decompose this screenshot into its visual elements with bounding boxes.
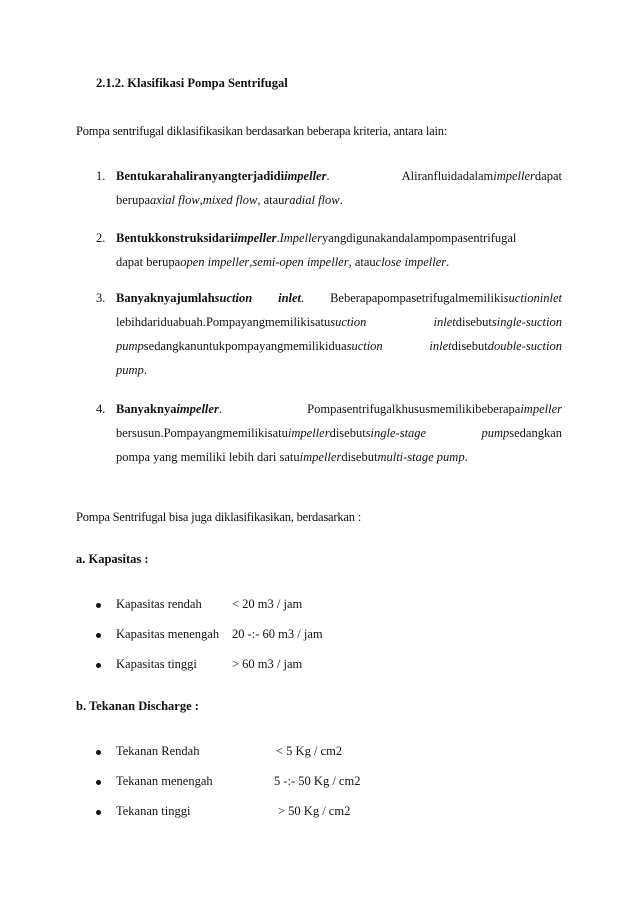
text-run: beberapa — [475, 402, 521, 416]
text-run: fluida — [433, 169, 463, 183]
text-run: Pompa — [163, 426, 199, 440]
text-run: semi-open impeller — [252, 255, 349, 269]
text-run: Banyaknya — [116, 291, 177, 305]
text-run: pompa — [428, 231, 463, 245]
text-run: arah — [154, 169, 180, 183]
text-run: yang — [240, 315, 265, 329]
list-item — [96, 744, 436, 762]
text-run: berupa — [116, 193, 151, 207]
text-run: . — [339, 193, 343, 207]
text-run: impeller — [520, 402, 562, 416]
text-run: bersusun. — [116, 426, 164, 440]
text-run: dari — [141, 315, 161, 329]
text-line — [116, 188, 562, 212]
text-run: Bentuk — [116, 169, 155, 183]
text-run: impeller — [284, 169, 327, 183]
text-run: Banyaknya — [116, 402, 177, 416]
text-run: sedangkan — [143, 339, 197, 353]
bullet-icon — [96, 663, 101, 668]
text-run: setrifugal — [411, 291, 459, 305]
item-body — [116, 164, 562, 212]
text-run: inlet — [539, 291, 562, 305]
text-run: dalam — [462, 169, 494, 183]
text-run: suction inlet — [214, 291, 302, 305]
text-run: sedangkan — [509, 426, 562, 440]
text-run: sentrifugal — [341, 402, 396, 416]
text-run: suction inlet — [330, 315, 456, 329]
text-run: impeller — [493, 169, 535, 183]
text-run: , atau — [257, 193, 285, 207]
text-run: memiliki — [222, 426, 268, 440]
text-run: terjadi — [237, 169, 274, 183]
numbered-item-2 — [96, 226, 562, 274]
item-label: Tekanan Rendah — [116, 744, 200, 758]
item-body — [116, 286, 562, 382]
text-run: memiliki — [458, 291, 504, 305]
text-run: axial flow — [150, 193, 200, 207]
text-run: multi-stage pump — [377, 450, 465, 464]
text-run: satu — [267, 426, 288, 440]
item-value: < 5 Kg / cm2 — [276, 744, 343, 758]
intro-paragraph: Pompa sentrifugal diklasifikasikan berdasarkan beberapa kriteria, antara lain: — [76, 124, 448, 138]
text-run: mixed flow — [202, 193, 258, 207]
item-value: > 50 Kg / cm2 — [278, 804, 351, 818]
text-line — [116, 445, 562, 469]
item-number: 4. — [96, 402, 106, 416]
section-a-title: a. Kapasitas : — [76, 552, 149, 566]
text-run: dapat — [534, 169, 562, 183]
item-value: 5 -:- 50 Kg / cm2 — [274, 774, 361, 788]
text-line — [116, 310, 562, 334]
text-run: disebut — [451, 339, 488, 353]
item-number: 1. — [96, 169, 106, 183]
text-run: suction inlet — [346, 339, 452, 353]
text-run: aliran — [179, 169, 212, 183]
list-item — [96, 627, 396, 645]
text-run: . Aliran — [326, 169, 434, 183]
text-run: dua — [160, 315, 179, 329]
text-line — [116, 164, 562, 188]
text-run: yang — [211, 169, 238, 183]
text-run: memiliki — [430, 402, 476, 416]
text-line — [116, 358, 562, 382]
intro-paragraph-2: Pompa Sentrifugal bisa juga diklasifikasikan, berdasarkan : — [76, 510, 362, 524]
list-item — [96, 597, 396, 615]
text-run: konstruksi — [154, 231, 212, 245]
item-label: Tekanan menengah — [116, 774, 213, 788]
text-run: memiliki — [283, 339, 329, 353]
item-body — [116, 397, 562, 469]
text-run: digunakan — [346, 231, 399, 245]
text-run: . Pompa — [218, 402, 342, 416]
text-run: lebih — [116, 315, 141, 329]
item-body — [116, 226, 562, 274]
text-run: di — [273, 169, 285, 183]
text-run: pompa — [377, 291, 412, 305]
text-run: khusus — [395, 402, 431, 416]
item-label: Kapasitas rendah — [116, 597, 202, 611]
section-b-title: b. Tekanan Discharge : — [76, 699, 199, 713]
text-run: . — [446, 255, 450, 269]
item-label: Tekanan tinggi — [116, 804, 191, 818]
text-run: pump — [116, 363, 144, 377]
list-item — [96, 657, 396, 675]
text-run: , — [199, 193, 203, 207]
text-run: dapat berupa — [116, 255, 181, 269]
text-run: yang — [321, 231, 347, 245]
list-item — [96, 774, 436, 792]
text-run: dalam — [398, 231, 429, 245]
bullet-icon — [96, 603, 101, 608]
text-line — [116, 397, 562, 421]
item-value: > 60 m3 / jam — [232, 657, 303, 671]
text-run: dua — [328, 339, 347, 353]
text-run: yang — [198, 426, 223, 440]
text-run: . — [276, 231, 280, 245]
text-run: pompa yang memiliki lebih dari satu — [116, 450, 300, 464]
text-run: disebut — [341, 450, 378, 464]
item-number: 2. — [96, 231, 106, 245]
text-run: impeller — [299, 450, 342, 464]
list-item — [96, 804, 436, 822]
item-label: Kapasitas tinggi — [116, 657, 197, 671]
text-line — [116, 334, 562, 358]
text-line — [116, 421, 562, 445]
text-run: pump — [116, 339, 144, 353]
text-run: open impeller — [180, 255, 250, 269]
bullet-icon — [96, 750, 101, 755]
text-run: single-suction — [491, 315, 562, 329]
item-value: 20 -:- 60 m3 / jam — [232, 627, 323, 641]
text-run: impeller — [176, 402, 219, 416]
text-run: buah. — [178, 315, 206, 329]
text-run: , atau — [348, 255, 376, 269]
text-line — [116, 250, 562, 274]
text-run: jumlah — [176, 291, 215, 305]
text-run: satu — [310, 315, 331, 329]
text-run: sentrifugal — [462, 231, 517, 245]
bullet-icon — [96, 780, 101, 785]
item-label: Kapasitas menengah — [116, 627, 220, 641]
text-run: suction — [503, 291, 540, 305]
text-run: dari — [211, 231, 235, 245]
text-run: , — [249, 255, 253, 269]
text-run: Bentuk — [116, 231, 155, 245]
text-run: yang — [259, 339, 284, 353]
text-line — [116, 286, 562, 310]
item-value: < 20 m3 / jam — [232, 597, 303, 611]
numbered-item-1 — [96, 164, 562, 212]
text-line — [116, 226, 562, 250]
text-run: Impeller — [279, 231, 322, 245]
bullet-icon — [96, 810, 101, 815]
text-run: Pompa — [205, 315, 241, 329]
item-number: 3. — [96, 291, 106, 305]
text-run: . — [464, 450, 468, 464]
text-run: double-suction — [487, 339, 562, 353]
text-run: disebut — [329, 426, 366, 440]
section-heading: 2.1.2. Klasifikasi Pompa Sentrifugal — [96, 76, 288, 90]
numbered-item-4 — [96, 397, 562, 469]
text-run: close impeller — [375, 255, 447, 269]
text-run: disebut — [455, 315, 492, 329]
numbered-item-3 — [96, 286, 562, 382]
text-run: memiliki — [264, 315, 311, 329]
text-run: pompa — [225, 339, 260, 353]
bullet-icon — [96, 633, 101, 638]
text-run: untuk — [196, 339, 226, 353]
text-run: . — [143, 363, 147, 377]
text-run: impeller — [287, 426, 330, 440]
text-run: impeller — [234, 231, 277, 245]
text-run: . Beberapa — [301, 291, 378, 305]
text-run: radial flow — [284, 193, 340, 207]
text-run: single-stage pump — [365, 426, 510, 440]
